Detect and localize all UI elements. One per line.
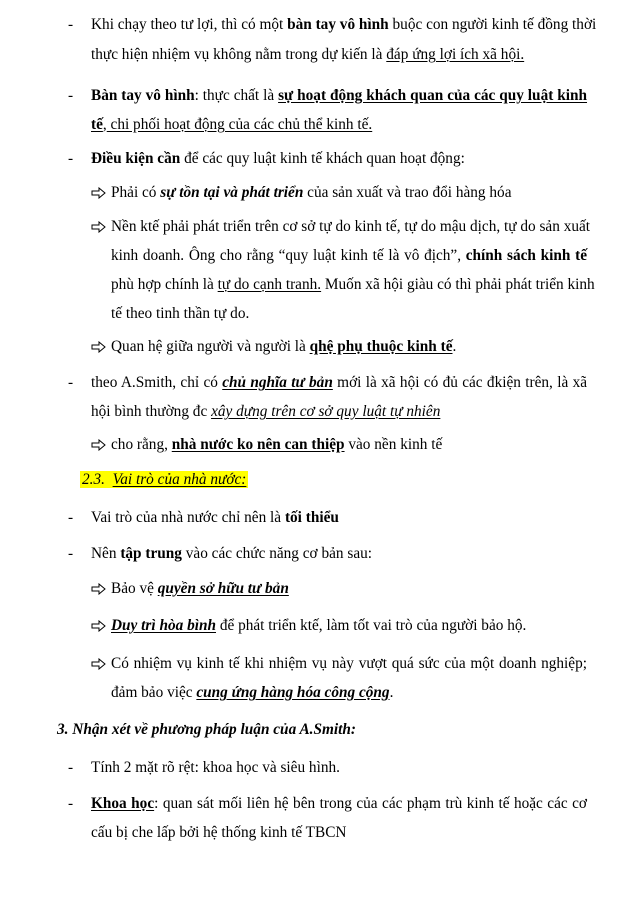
bullet-dash: - [68, 759, 74, 776]
sub-bullet-line: tế theo tinh thần tự do. [111, 305, 250, 322]
sub-bullet-line: Bảo vệ quyền sở hữu tư bản [111, 580, 289, 597]
sub-bullet-line: Nền ktế phải phát triển trên cơ sở tự do kinh tế, tự do mậu dịch, tự do sản xuất [111, 218, 591, 235]
paragraph-line: hội bình thường đc xây dựng trên cơ sở quy luật tự nhiên [91, 403, 441, 420]
sub-bullet-line: cho rằng, nhà nước ko nên can thiệp vào nền kinh tế [111, 436, 443, 453]
sub-bullet-line: phù hợp chính là tự do cạnh tranh. Muốn xã hội giàu có thì phải phát triển kinh [111, 276, 595, 293]
bullet-dash: - [68, 545, 74, 562]
hollow-right-arrow-icon [91, 658, 106, 670]
hollow-right-arrow-icon [91, 439, 106, 451]
paragraph-line: cấu bị che lấp bởi hệ thống kinh tế TBCN [91, 824, 347, 841]
hollow-right-arrow-icon [91, 221, 106, 233]
bullet-dash: - [68, 87, 74, 104]
hollow-right-arrow-icon [91, 583, 106, 595]
bullet-dash: - [68, 509, 74, 526]
bullet-dash: - [68, 795, 74, 812]
sub-bullet-line: Phải có sự tồn tại và phát triển của sản xuất và trao đổi hàng hóa [111, 184, 512, 201]
paragraph-line: thực hiện nhiệm vụ không nằm trong dự kiến là đáp ứng lợi ích xã hội. [91, 46, 525, 63]
sub-bullet-line: Duy trì hòa bình để phát triển ktế, làm tốt vai trò của người bảo hộ. [111, 617, 527, 634]
sub-bullet-line: Quan hệ giữa người và người là qhệ phụ thuộc kinh tế. [111, 338, 457, 355]
paragraph-line: tế, chi phối hoạt động của các chủ thể kinh tế. [91, 116, 373, 133]
paragraph-line: Khi chạy theo tư lợi, thì có một bàn tay vô hình buộc con người kinh tế đồng thời [91, 16, 597, 33]
hollow-right-arrow-icon [91, 341, 106, 353]
section-heading: 2.3. Vai trò của nhà nước: [82, 471, 247, 488]
hollow-right-arrow-icon [91, 187, 106, 199]
sub-bullet-line: Có nhiệm vụ kinh tế khi nhiệm vụ này vượt quá sức của một doanh nghiệp; [111, 655, 587, 672]
section-heading: 3. Nhận xét về phương pháp luận của A.Smith: [57, 721, 357, 738]
paragraph-line: Điều kiện cần để các quy luật kinh tế khách quan hoạt động: [91, 150, 465, 167]
hollow-right-arrow-icon [91, 620, 106, 632]
bullet-dash: - [68, 374, 74, 391]
sub-bullet-line: kinh doanh. Ông cho rằng “quy luật kinh tế là vô địch”, chính sách kinh tế [111, 247, 587, 264]
sub-bullet-line: đảm bảo việc cung ứng hàng hóa công cộng. [111, 684, 394, 701]
paragraph-line: Bàn tay vô hình: thực chất là sự hoạt động khách quan của các quy luật kinh [91, 87, 588, 104]
paragraph-line: Vai trò của nhà nước chỉ nên là tối thiểu [91, 509, 339, 526]
bullet-dash: - [68, 16, 74, 33]
paragraph-line: theo A.Smith, chỉ có chủ nghĩa tư bản mới là xã hội có đủ các đkiện trên, là xã [91, 374, 588, 391]
paragraph-line: Khoa học: quan sát mối liên hệ bên trong của các phạm trù kinh tế hoặc các cơ [91, 795, 587, 812]
paragraph-line: Nên tập trung vào các chức năng cơ bản sau: [91, 545, 373, 562]
bullet-dash: - [68, 150, 74, 167]
paragraph-line: Tính 2 mặt rõ rệt: khoa học và siêu hình. [91, 759, 340, 776]
